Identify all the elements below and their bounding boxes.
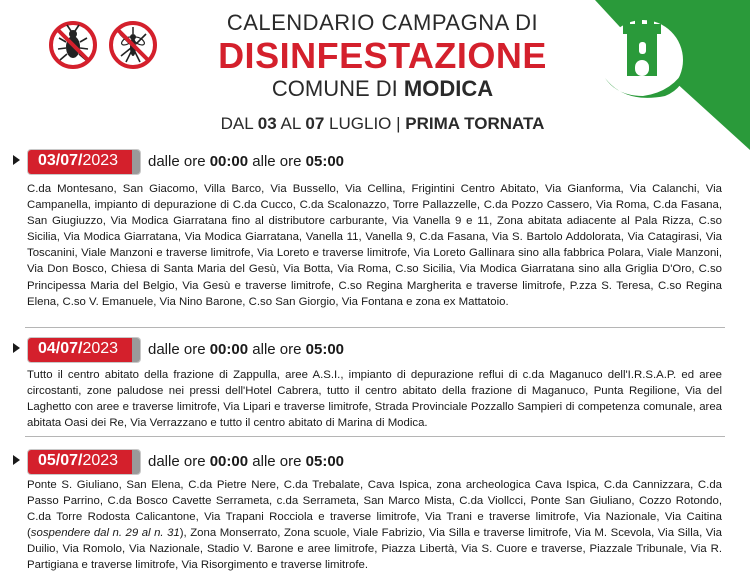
street-list: C.da Montesano, San Giacomo, Villa Barco, Via Bussello, Via Cellina, Frigintini Centro Abitato, Via Gianforma, Via Calanchi, Via Campanella, impianto di depurazione di C.da Cucco, C.da Scalonazzo, Torre Pallazzelle, C.da Pozzo Cassero, Via Roma, C.da Fasana, San Giugiuzzo, Via Modica Giarratana fino al distributore carburante, Via Vanella 9 e 11, Zona abitata adiacente al Pala Rizza, C.so Sicilia, Via Modica Giarratana, Via Modica Giarratana, Vanella 11, Vanella 9, C.da Fasana, Via S. Bartolo Addolorata, Via Catagirasi, Via Toscanini, Viale Manzoni e traverse limitrofe, Via Loreto e traverse limitrofe, Via Loreto Gallinara sino alla fabbrica Polara, Viale Manzoni, Via Don Bosco, Chiesa di Santa Maria del Gesù, Via Botta, Via Roma, C.so Sicilia, Via Modica Giarratana sino alla Griglia D'Oro, C.so Principessa Maria del Belgio, Via Gesù e traverse limitrofe, C.so Regina Margherita e traverse limitrofe, P.zza S. Teresa, C.so Regina Elena, C.so V. Emanuele, Via Nino Barone, C.so San Giorgio, Via Fontana e zona ex Mattatoio. (27, 183, 722, 308)
dates-to: 07 (305, 114, 325, 133)
date-year: 2023 (82, 452, 119, 469)
street-list (27, 477, 722, 574)
dates-al: AL (280, 114, 301, 133)
dates-dal: DAL (220, 114, 254, 133)
hours-prefix: dalle ore (148, 153, 206, 170)
comune-prefix: COMUNE DI (271, 76, 398, 101)
street-list-note: sospendere dal n. 29 al n. 31 (30, 527, 180, 540)
hours-to: 05:00 (305, 453, 345, 470)
date-badge (27, 149, 141, 175)
hours-mid: alle ore (252, 153, 302, 170)
divider (25, 436, 725, 437)
dates-from: 03 (257, 114, 277, 133)
title-line1: CALENDARIO CAMPAGNA DI (226, 10, 539, 35)
arrow-right-icon (13, 155, 20, 165)
hours-mid: alle ore (252, 341, 302, 358)
date-badge (27, 337, 141, 363)
section-header (0, 449, 750, 475)
round-label: PRIMA TORNATA (405, 114, 545, 133)
date-day: 04/07/ (38, 340, 83, 357)
hours-from: 00:00 (209, 153, 249, 170)
hours-label (148, 341, 344, 358)
hours-label (148, 453, 344, 470)
hours-prefix: dalle ore (148, 341, 206, 358)
hours-label (148, 153, 344, 170)
hours-from: 00:00 (209, 453, 249, 470)
divider (25, 327, 725, 328)
section-header (0, 149, 750, 175)
dates-month: LUGLIO | (329, 114, 401, 133)
arrow-right-icon (13, 455, 20, 465)
street-list-part: Ponte S. Giuliano, San Elena, C.da Pietre Nere, C.da Trebalate, Cava Ispica, zona archeologica Cava Ispica, C.da Cannizzara, C.da Passo Parrino, C.da Bosco Cavette Serrameta, c.da Serrameta, San Marco Mista, C.da Viollcci, Ponte San Giuliano, Cozzo Rotondo, C.da Torre Rodosta Calicantone, Via Trapani Rocciola e traverse limitrofe, Via Trani e traverse limitrofe, Via Nazionale, Via Caitina ( (27, 479, 722, 540)
hours-to: 05:00 (305, 153, 345, 170)
comune-name: MODICA (403, 76, 494, 101)
modica-tower-logo (555, 0, 750, 150)
date-day: 05/07/ (38, 452, 83, 469)
date-badge (27, 449, 141, 475)
page-title: DISINFESTAZIONE (218, 35, 547, 76)
date-year: 2023 (82, 340, 119, 357)
hours-to: 05:00 (305, 341, 345, 358)
arrow-right-icon (13, 343, 20, 353)
date-year: 2023 (82, 152, 119, 169)
hours-prefix: dalle ore (148, 453, 206, 470)
date-day: 03/07/ (38, 152, 83, 169)
hours-mid: alle ore (252, 453, 302, 470)
section-header (0, 337, 750, 363)
hours-from: 00:00 (209, 341, 249, 358)
street-list-part: ), Zona Monserrato, Zona scuole, Viale Fabrizio, Via Silla e traverse limitrofe, Via M. Scevola, Via Silla, Via Duilio, Via Romolo, Via Nazionale, Stadio V. Barone e aree limitrofe, Piazza Libertà, Via S. Cuore e traverse, Piazzale Tribunale, Via R. Partigiana e traverse limitrofe, Via Risorgimento e traverse limitrofe. (27, 527, 723, 572)
street-list: Tutto il centro abitato della frazione di Zappulla, aree A.S.I., impianto di depurazione reflui di c.da Maganuco dell'I.R.S.A.P. ed aree circostanti, zone paludose nei pressi dell'Hotel Cabrera, tutto il centro abitato della frazione di Maganuco, Punta Regilione, Via del Laghetto con aree e traverse limitrofe, Via Lipari e traverse limitrofe, Strada Provinciale Pozzallo Sampieri di competenza comunale, area abitata Oasi dei Re, Via Verrazzano e tutto il centro abitato di Marina di Modica. (27, 369, 722, 430)
